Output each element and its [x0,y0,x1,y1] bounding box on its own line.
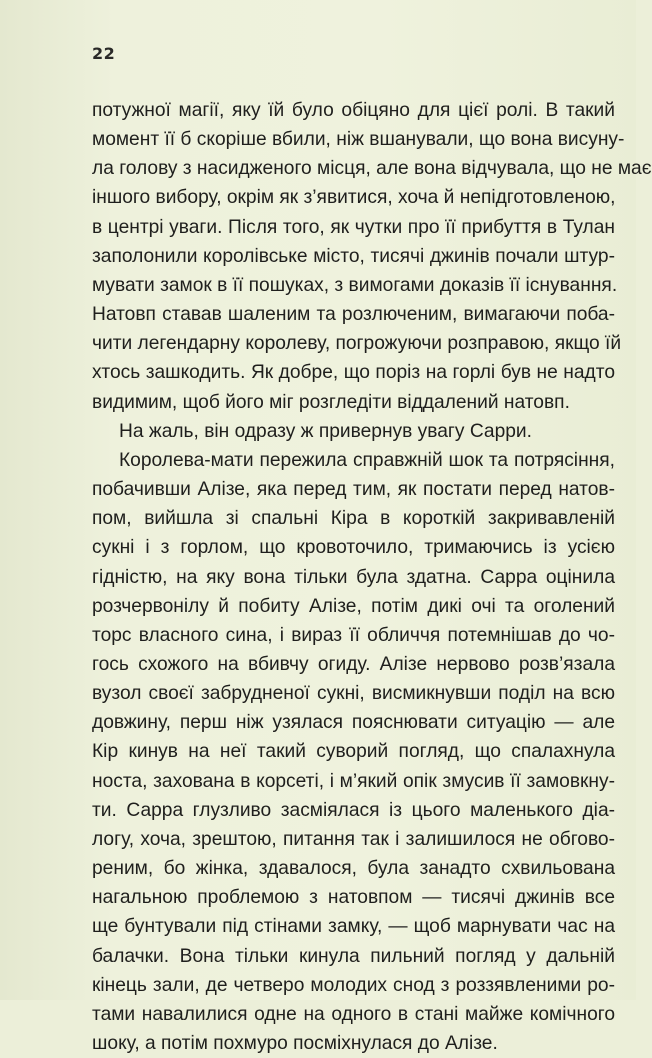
text-line: кінець зали, де четверо молодих снод з роззявленими ро- [92,974,615,996]
text-line: гось схожого на вбивчу огиду. Алізе нервово розв’язала [92,653,615,675]
text-line: ла голову з насидженого місця, але вона відчувала, що не має [92,158,652,180]
text-line: хтось зашкодить. Як добре, що поріз на горлі був не надто [92,362,615,384]
paragraph-1 [92,96,652,417]
text-line: Натовп ставав шаленим та розлюченим, вимагаючи поба- [92,304,615,326]
paragraph-3 [92,446,615,1058]
text-line: мувати замок в її пошуках, з вимогами доказів її існування. [92,274,618,296]
text-line: побачивши Алізе, яка перед тим, як постати перед натов- [92,479,615,501]
text-line: вузол своєї забрудненої сукні, висмикнувши поділ на всю [92,683,615,705]
text-line: гідністю, на яку вона тільки була здатна. Сарра оцінила [92,566,615,588]
text-line: На жаль, він одразу ж привернув увагу Сарри. [119,420,532,442]
body-text [92,96,652,1058]
text-line: сукні і з горлом, що кровоточило, тримаючись із усією [92,537,615,559]
text-line: довжину, перш ніж узялася пояснювати ситуацію — але [92,712,615,734]
text-line: момент її б скоріше вбили, ніж вшанували, що вона висуну- [92,129,625,151]
text-line: чити легендарну королеву, погрожуючи розправою, якщо їй [92,333,622,355]
text-line: Королева-мати пережила справжній шок та потрясіння, [119,449,615,471]
text-line: ноcта, захована в корсеті, і м’який опік змусив її замовкну- [92,770,615,792]
text-line: шоку, а потім похмуро посміхнулася до Алізе. [92,1033,498,1054]
text-line: заполонили королівське місто, тисячі джинів почали штур- [92,245,615,267]
text-line: в центрі уваги. Після того, як чутки про її прибуття в Тулан [92,216,615,238]
text-line: видимим, щоб його міг розгледіти віддалений натовп. [92,391,570,413]
text-line: ще бунтували під стінами замку, — щоб марнувати час на [92,916,615,938]
text-line: потужної магії, яку їй було обіцяно для цієї ролі. В такий [92,100,615,121]
text-line: розчервонілу й побиту Алізе, потім дикі очі та оголений [92,595,615,617]
text-line: реним, бо жінка, здавалося, була занадто схвильована [92,858,615,880]
text-line: пом, вийшла зі спальні Кіра в короткій закривавленій [92,508,615,530]
text-line: тами навалилися одне на одного в стані майже комічного [92,1003,615,1025]
text-line: ти. Сарра глузливо засміялася із цього маленького діа- [92,799,615,821]
text-line: нагальною проблемою з натовпом — тисячі джинів все [92,887,615,909]
text-line: балачки. Вона тільки кинула пильний погляд у дальній [92,945,615,967]
text-line: торс власного сина, і вираз її обличчя потемнішав до чо- [92,624,615,646]
text-line: логу, хоча, зрештою, питання так і залишилося не обгово- [92,828,615,850]
page-number: 22 [92,44,116,63]
text-line: іншого вибору, окрім як з’явитися, хоча й непідготовленою, [92,187,616,209]
paragraph-2 [92,417,615,446]
text-line: Кір кинув на неї такий суворий погляд, що спалахнула [92,741,615,763]
